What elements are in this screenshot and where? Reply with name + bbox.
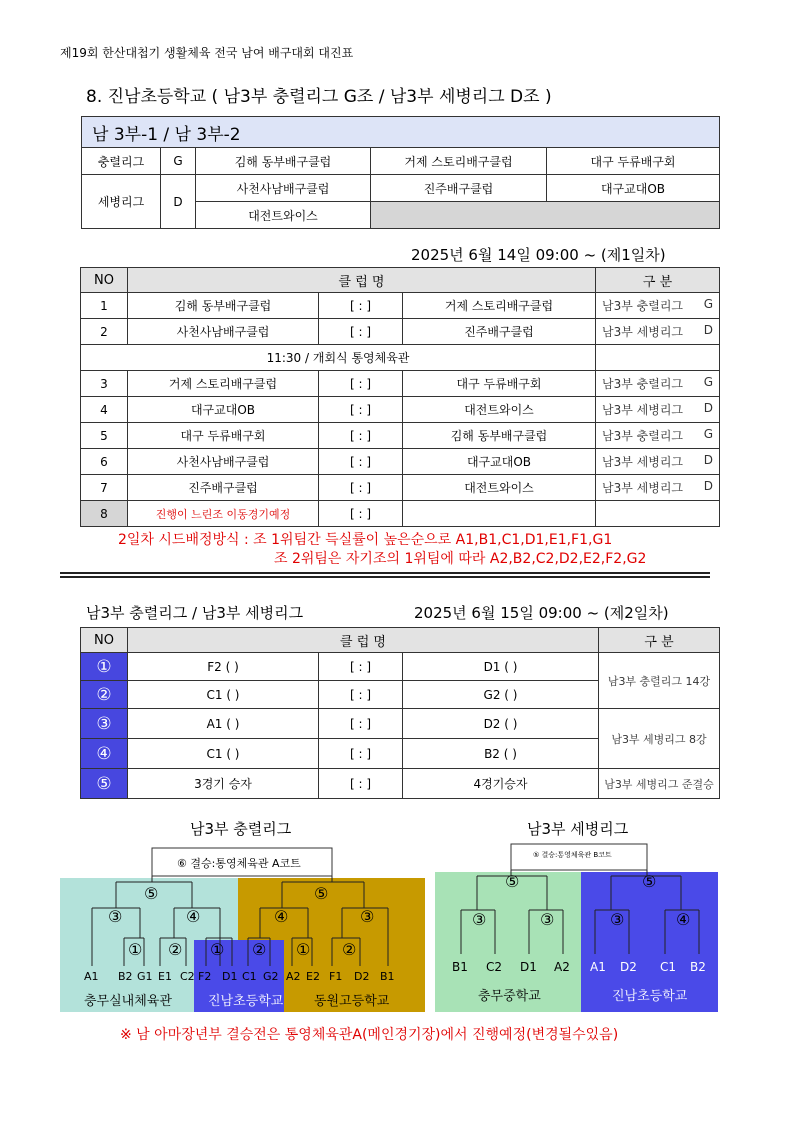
home-team: 거제 스토리배구클럽 — [128, 371, 319, 397]
left-bracket-title: 남3부 충렬리그 — [190, 820, 292, 838]
category-label: 남3부 세병리그 — [602, 325, 684, 339]
match-no: 1 — [81, 293, 128, 319]
empty-cell — [596, 345, 720, 371]
league2-group: D — [161, 175, 196, 229]
seed-label: D2 — [354, 970, 370, 983]
category-label: 남3부 충렬리그 — [602, 377, 684, 391]
away-team: 대구 두류배구회 — [403, 371, 596, 397]
home-slot: 3경기 승자 — [128, 769, 319, 799]
league2-team: 대구교대OB — [547, 175, 720, 202]
group-letter: G — [703, 375, 713, 389]
round-mark: ③ — [610, 910, 625, 929]
category: 남3부 세병리그 8강 — [599, 709, 720, 769]
category — [596, 423, 720, 449]
match-no: ② — [81, 681, 128, 709]
col-no: NO — [81, 268, 128, 293]
round-mark: ⑤ — [144, 884, 159, 903]
score-box[interactable]: [ : ] — [319, 739, 403, 769]
away-team: 김해 동부배구클럽 — [403, 423, 596, 449]
away-slot: 4경기승자 — [403, 769, 599, 799]
group-letter: D — [703, 323, 713, 337]
seed-label: C1 — [660, 960, 677, 974]
round-mark: ⑤ — [314, 884, 329, 903]
round-mark: ③ — [108, 907, 123, 926]
group-letter: D — [703, 453, 713, 467]
round-mark: ② — [342, 940, 357, 959]
day2-heading: 2025년 6월 15일 09:00 ~ (제2일차) — [414, 604, 669, 622]
category-label: 남3부 충렬리그 — [602, 299, 684, 313]
away-team: 거제 스토리배구클럽 — [403, 293, 596, 319]
round-mark: ② — [252, 940, 267, 959]
seed-label: A2 — [554, 960, 570, 974]
seed-label: A2 — [286, 970, 301, 983]
seed-label: C2 — [180, 970, 195, 983]
score-box[interactable]: [ : ] — [319, 449, 403, 475]
day1-heading: 2025년 6월 14일 09:00 ~ (제1일차) — [411, 246, 666, 264]
category-label: 남3부 세병리그 — [602, 481, 684, 495]
left-final-label: ⑥ 결승:통영체육관 A코트 — [177, 857, 301, 870]
category-label: 남3부 세병리그 — [602, 403, 684, 417]
score-box[interactable]: [ : ] — [319, 397, 403, 423]
round-mark: ④ — [186, 907, 201, 926]
section-title: 8. 진남초등학교 ( 남3부 충렬리그 G조 / 남3부 세병리그 D조 ) — [86, 87, 552, 107]
day1-schedule — [80, 267, 720, 527]
round-mark: ① — [210, 940, 225, 959]
match-no: ⑤ — [81, 769, 128, 799]
category — [596, 319, 720, 345]
col-club: 클 럽 명 — [128, 268, 596, 293]
match-no: 8 — [81, 501, 128, 527]
round-mark: ④ — [274, 907, 289, 926]
match-no: ① — [81, 653, 128, 681]
venue-label: 진남초등학교 — [612, 989, 688, 1004]
col-club: 클 럽 명 — [128, 628, 599, 653]
home-team: 대구 두류배구회 — [128, 423, 319, 449]
category-label: 남3부 세병리그 — [602, 455, 684, 469]
away-team: 대구교대OB — [403, 449, 596, 475]
seed-label: B2 — [118, 970, 133, 983]
group-letter: D — [703, 401, 713, 415]
seed-label: G1 — [137, 970, 153, 983]
seed-label: B1 — [452, 960, 468, 974]
round-mark: ③ — [540, 910, 555, 929]
home-team: 김해 동부배구클럽 — [128, 293, 319, 319]
col-category: 구 분 — [599, 628, 720, 653]
home-slot: A1 ( ) — [128, 709, 319, 739]
round-mark: ① — [128, 940, 143, 959]
seed-label: F1 — [329, 970, 343, 983]
match-no: 4 — [81, 397, 128, 423]
seed-label: F2 — [198, 970, 212, 983]
seed-label: B1 — [380, 970, 395, 983]
seed-label: D1 — [520, 960, 537, 974]
category — [596, 449, 720, 475]
category — [596, 397, 720, 423]
score-box[interactable]: [ : ] — [319, 475, 403, 501]
seed-label: C2 — [486, 960, 503, 974]
match-no: 5 — [81, 423, 128, 449]
category — [596, 371, 720, 397]
category-label: 남3부 충렬리그 — [602, 429, 684, 443]
category — [596, 475, 720, 501]
home-slot: F2 ( ) — [128, 653, 319, 681]
league2-team: 사천사남배구클럽 — [196, 175, 371, 202]
away-slot: G2 ( ) — [403, 681, 599, 709]
away-team: 대전트와이스 — [403, 397, 596, 423]
round-mark: ⑤ — [505, 872, 520, 891]
match-no: 7 — [81, 475, 128, 501]
match-no: 3 — [81, 371, 128, 397]
score-box[interactable]: [ : ] — [319, 501, 403, 527]
col-category: 구 분 — [596, 268, 720, 293]
league1-team: 거제 스토리배구클럽 — [371, 148, 547, 175]
home-slot: C1 ( ) — [128, 739, 319, 769]
final-venue-note: ※ 남 아마장년부 결승전은 통영체육관A(메인경기장)에서 진행예정(변경될수있음) — [120, 1027, 619, 1043]
score-box[interactable]: [ : ] — [319, 653, 403, 681]
seed-label: D1 — [222, 970, 238, 983]
away-slot: B2 ( ) — [403, 739, 599, 769]
match-no: ③ — [81, 709, 128, 739]
league1-team: 김해 동부배구클럽 — [196, 148, 371, 175]
match-no: ④ — [81, 739, 128, 769]
home-slot: C1 ( ) — [128, 681, 319, 709]
away-team: 진주배구클럽 — [403, 319, 596, 345]
col-no: NO — [81, 628, 128, 653]
away-slot: D1 ( ) — [403, 653, 599, 681]
score-box[interactable]: [ : ] — [319, 709, 403, 739]
seed-label: E2 — [306, 970, 320, 983]
seed-label: E1 — [158, 970, 172, 983]
match-no: 2 — [81, 319, 128, 345]
seed-note-2: 조 2위팀은 자기조의 1위팀에 따라 A2,B2,C2,D2,E2,F2,G2 — [274, 551, 647, 567]
divider — [60, 572, 710, 578]
category: 남3부 충렬리그 14강 — [599, 653, 720, 709]
seed-label: D2 — [620, 960, 637, 974]
away-slot: D2 ( ) — [403, 709, 599, 739]
away-team: 대전트와이스 — [403, 475, 596, 501]
score-box[interactable]: [ : ] — [319, 681, 403, 709]
document-title: 제19회 한산대첩기 생활체육 전국 남여 배구대회 대진표 — [60, 46, 354, 60]
group-header: 남 3부-1 / 남 3부-2 — [82, 117, 720, 148]
venue-label: 진남초등학교 — [208, 994, 284, 1009]
score-box[interactable]: [ : ] — [319, 293, 403, 319]
score-box[interactable]: [ : ] — [319, 423, 403, 449]
round-mark: ⑤ — [642, 872, 657, 891]
league1-team: 대구 두류배구회 — [547, 148, 720, 175]
home-team: 대구교대OB — [128, 397, 319, 423]
right-bracket-title: 남3부 세병리그 — [527, 820, 629, 838]
league1-group: G — [161, 148, 196, 175]
seed-label: B2 — [690, 960, 706, 974]
seed-label: G2 — [263, 970, 279, 983]
round-mark: ② — [168, 940, 183, 959]
group-letter: D — [703, 479, 713, 493]
home-team: 진주배구클럽 — [128, 475, 319, 501]
round-mark: ③ — [472, 910, 487, 929]
league2-team: 대전트와이스 — [196, 202, 371, 229]
empty-cell — [371, 202, 720, 229]
seed-label: C1 — [242, 970, 257, 983]
category — [596, 293, 720, 319]
day2-schedule — [80, 627, 720, 799]
home-team: 사천사남배구클럽 — [128, 449, 319, 475]
group-letter: G — [703, 297, 713, 311]
right-final-label: ⑤ 결승:통영체육관 B코트 — [533, 851, 612, 859]
home-team: 사천사남배구클럽 — [128, 319, 319, 345]
league2-team: 진주배구클럽 — [371, 175, 547, 202]
category: 남3부 세병리그 준결승 — [599, 769, 720, 799]
league2-name: 세병리그 — [82, 175, 161, 229]
score-box[interactable]: [ : ] — [319, 371, 403, 397]
empty-cell — [403, 501, 596, 527]
round-mark: ④ — [676, 910, 691, 929]
seed-note-1: 2일차 시드배정방식 : 조 1위팀간 득실률이 높은순으로 A1,B1,C1,D1,E1,F1,G1 — [118, 532, 613, 548]
venue-label: 충무중학교 — [478, 989, 541, 1004]
empty-cell — [596, 501, 720, 527]
day2-league-heading: 남3부 충렬리그 / 남3부 세병리그 — [86, 604, 304, 622]
venue-label: 동원고등학교 — [314, 994, 390, 1009]
round-mark: ③ — [360, 907, 375, 926]
seed-label: A1 — [590, 960, 606, 974]
seed-label: A1 — [84, 970, 99, 983]
round-mark: ① — [296, 940, 311, 959]
group-table — [81, 116, 720, 229]
match-no: 6 — [81, 449, 128, 475]
league1-name: 충렬리그 — [82, 148, 161, 175]
group-letter: G — [703, 427, 713, 441]
opening-ceremony: 11:30 / 개회식 통영체육관 — [81, 345, 596, 371]
score-box[interactable]: [ : ] — [319, 769, 403, 799]
venue-label: 충무실내체육관 — [84, 994, 172, 1009]
score-box[interactable]: [ : ] — [319, 319, 403, 345]
relocated-match-note: 진행이 느린조 이동경기예정 — [128, 501, 319, 527]
